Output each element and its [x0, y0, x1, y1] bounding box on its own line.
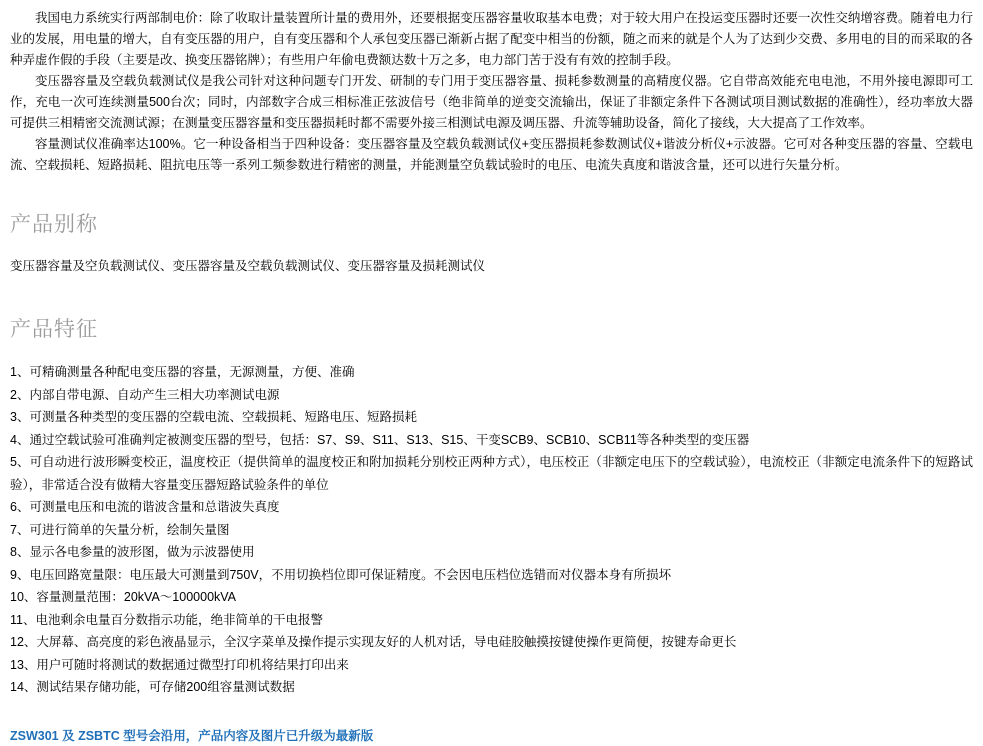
feature-item: 11、电池剩余电量百分数指示功能，绝非简单的干电报警	[10, 612, 323, 627]
feature-item: 1、可精确测量各种配电变压器的容量，无源测量，方便、准确	[10, 365, 355, 379]
feature-item: 7、可进行简单的矢量分析，绘制矢量图	[10, 522, 230, 537]
feature-item: 8、显示各电参量的波形图，做为示波器使用	[10, 545, 255, 559]
feature-item: 10、容量测量范围：20kVA～100000kVA	[10, 590, 237, 604]
feature-item: 2、内部自带电源、自动产生三相大功率测试电源	[10, 387, 280, 402]
intro-paragraph-1: 我国电力系统实行两部制电价：除了收取计量装置所计量的费用外，还要根据变压器容量收取基本电费；对于较大用户在投运变压器时还要一次性交纳增容费。随着电力行业的发展，用电量的增大，自有变压器的用户，自有变压器和个人承包变压器已渐新占据了配变中相当的份额，随之而来的就是个人为了达到少交费、多用电的目的而采取的各种弄虚作假的手段（主要是改、换变压器铭牌）；有些用户年偷电费额达数十万之多，电力部门苦于没有有效的控制手段。	[10, 11, 973, 67]
intro-section	[10, 8, 973, 176]
footer-note: ZSW301 及 ZSBTC 型号会沿用，产品内容及图片已升级为最新版	[10, 728, 374, 743]
features-section	[10, 317, 973, 699]
feature-item: 12、大屏幕、高亮度的彩色液晶显示，全汉字菜单及操作提示实现友好的人机对话，导电硅胶触摸按键使操作更简便，按键寿命更长	[10, 635, 737, 649]
features-title: 产品特征	[10, 318, 98, 341]
alias-text: 变压器容量及空负载测试仪、变压器容量及空载负载测试仪、变压器容量及损耗测试仪	[10, 259, 486, 273]
feature-item: 14、测试结果存储功能，可存储200组容量测试数据	[10, 680, 295, 694]
feature-item: 9、电压回路宽量限：电压最大可测量到750V，不用切换档位即可保证精度。不会因电压档位选错而对仪器本身有所损坏	[10, 567, 672, 582]
intro-paragraph-3: 容量测试仪准确率达100%。它一种设备相当于四种设备：变压器容量及空载负载测试仪+变压器损耗参数测试仪+谐波分析仪+示波器。它可对各种变压器的容量、空载电流、空载损耗、短路损耗、阻抗电压等一系列工频参数进行精密的测量，并能测量空负载试验时的电压、电流失真度和谐波含量，还可以进行矢量分析。	[10, 137, 973, 172]
alias-title: 产品别称	[10, 213, 98, 236]
feature-item: 5、可自动进行波形瞬变校正，温度校正（提供简单的温度校正和附加损耗分别校正两种方式），电压校正（非额定电压下的空载试验），电流校正（非额定电流条件下的短路试验），非常适合没有做精大容量变压器短路试验条件的单位	[10, 455, 973, 492]
features-list	[10, 361, 973, 699]
feature-item: 6、可测量电压和电流的谐波含量和总谐波失真度	[10, 500, 280, 514]
feature-item: 3、可测量各种类型的变压器的空载电流、空载损耗、短路电压、短路损耗	[10, 410, 417, 424]
feature-item: 13、用户可随时将测试的数据通过微型打印机将结果打印出来	[10, 657, 349, 672]
intro-paragraph-2: 变压器容量及空载负载测试仪是我公司针对这种问题专门开发、研制的专门用于变压器容量、损耗参数测量的高精度仪器。它自带高效能充电电池，不用外接电源即可工作，充电一次可连续测量500台次；同时，内部数字合成三相标准正弦波信号（绝非简单的逆变交流输出，保证了非额定条件下各测试项目测试数据的准确性），经功率放大器可提供三相精密交流测试源；在测量变压器容量和变压器损耗时都不需要外接三相测试电源及调压器、升流等辅助设备，简化了接线，大大提高了工作效率。	[10, 74, 973, 130]
feature-item: 4、通过空载试验可准确判定被测变压器的型号，包括：S7、S9、S11、S13、S15、干变SCB9、SCB10、SCB11等各种类型的变压器	[10, 432, 750, 447]
alias-section	[10, 212, 973, 277]
